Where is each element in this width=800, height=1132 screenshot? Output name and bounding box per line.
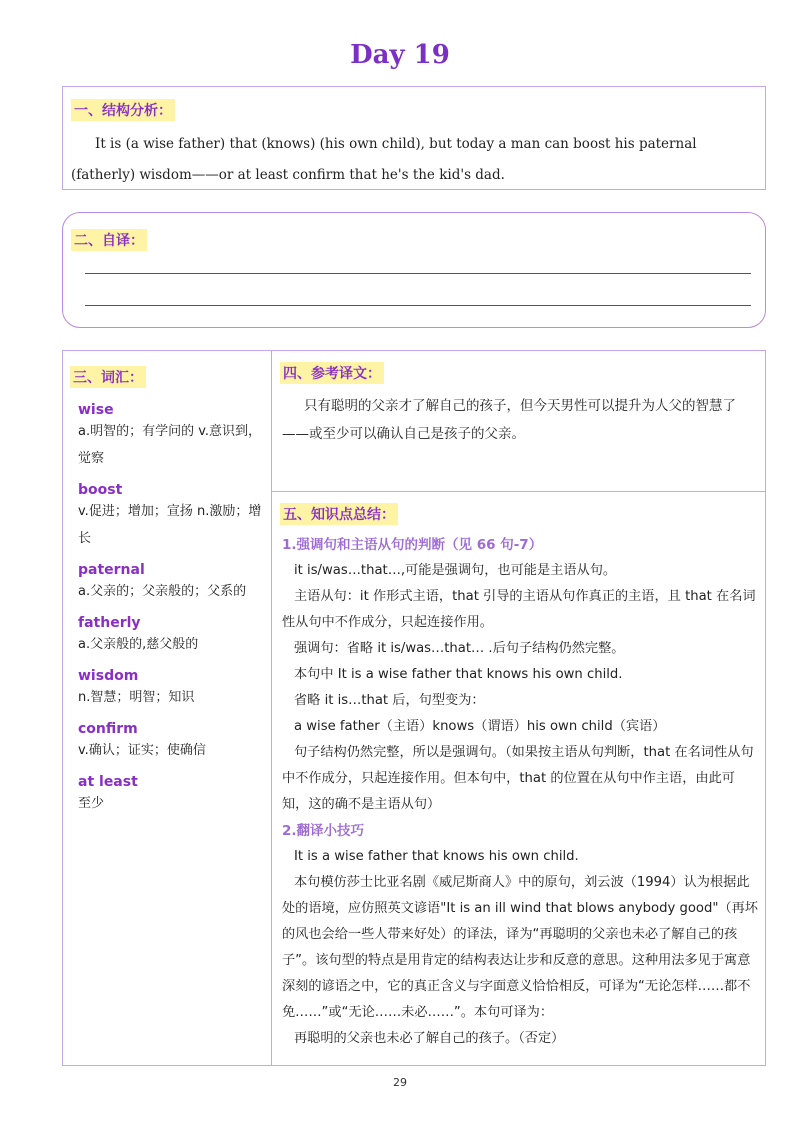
summary-paragraph: it is/was…that…,可能是强调句，也可能是主语从句。 [294,563,617,578]
vocabulary-header: 三、词汇： [70,366,146,388]
structure-analysis-box [62,86,766,190]
summary-paragraph: 强调句：省略 it is/was…that… .后句子结构仍然完整。 [294,641,625,656]
vocab-definition: 至少 [78,796,105,811]
vocab-word: confirm [78,721,138,737]
vocab-entry [78,562,268,605]
reference-translation-text: 只有聪明的父亲才了解自己的孩子，但今天男性可以提升为人父的智慧了——或至少可以确认自己是孩子的父亲。 [282,398,736,442]
vocab-definition: v.确认；证实；使确信 [78,743,206,758]
vocab-entry [78,721,268,764]
writing-line[interactable] [85,305,751,306]
vocab-entry [78,482,268,552]
vocab-word: fatherly [78,615,141,631]
self-translation-box [62,212,766,328]
vocab-definition: a.父亲般的,慈父般的 [78,637,199,652]
knowledge-summary-header: 五、知识点总结： [280,503,398,525]
vocab-word: wise [78,402,114,418]
summary-paragraph: 本句模仿莎士比亚名剧《威尼斯商人》中的原句，刘云波（1994）认为根据此处的语境，应仿照英文谚语"It is an ill wind that blows anybody good"（再坏的风也会给一些人带来好处）的译法，译为“再聪明的父亲也未必了解自己的孩子”。该句型的特点是用肯定的结构表达让步和反意的意思。这种用法多见于寓意深刻的谚语之中，它的真正含义与字面意义恰恰相反，可译为“无论怎样……都不免……”或“无论……未必……”。本句可译为： [282,875,758,1020]
vocab-word: paternal [78,562,145,578]
vocabulary-list [78,402,268,827]
structure-analysis-header: 一、结构分析： [71,99,175,121]
page-title: Day 19 [350,40,450,70]
reference-translation-header: 四、参考译文： [280,362,384,384]
self-translation-header: 二、自译： [71,229,147,251]
vocab-entry [78,668,268,711]
vocab-definition: a.明智的；有学问的 v.意识到，觉察 [78,424,262,466]
vocab-entry [78,615,268,658]
summary-paragraph: 主语从句：it 作形式主语，that 引导的主语从句作真正的主语，且 that 在名词性从句中不作成分，只起连接作用。 [282,589,756,630]
knowledge-summary [282,532,760,1052]
summary-paragraph: It is a wise father that knows his own child. [294,849,579,864]
vocab-definition: n.智慧；明智；知识 [78,690,195,705]
vocab-entry [78,402,268,472]
summary-paragraph: 省略 it is…that 后，句型变为： [294,693,485,708]
summary-subheading: 1.强调句和主语从句的判断（见 66 句-7） [282,537,543,553]
row-divider [272,491,766,492]
summary-paragraph: 再聪明的父亲也未必了解自己的孩子。（否定） [294,1031,565,1046]
vocab-definition: v.促进；增加；宣扬 n.激励；增长 [78,504,262,546]
writing-line[interactable] [85,273,751,274]
column-divider [271,350,272,1066]
summary-paragraph: a wise father（主语）knows（谓语）his own child（宾语） [294,719,666,734]
summary-paragraph: 本句中 It is a wise father that knows his own child. [294,667,623,682]
structure-analysis-text: It is (a wise father) that (knows) (his own child), but today a man can boost his paternal (fatherly) wisdom——or at least confirm that he's the kid's dad. [71,136,697,183]
vocab-definition: a.父亲的；父亲般的；父系的 [78,584,247,599]
page-number: 29 [393,1076,407,1089]
vocab-word: wisdom [78,668,139,684]
summary-paragraph: 句子结构仍然完整，所以是强调句。（如果按主语从句判断，that 在名词性从句中不作成分，只起连接作用。但本句中，that 的位置在从句中作主语，由此可知，这的确不是主语从句） [282,745,754,812]
vocab-word: at least [78,774,138,790]
summary-subheading: 2.翻译小技巧 [282,823,365,839]
vocab-word: boost [78,482,123,498]
vocab-entry [78,774,268,817]
